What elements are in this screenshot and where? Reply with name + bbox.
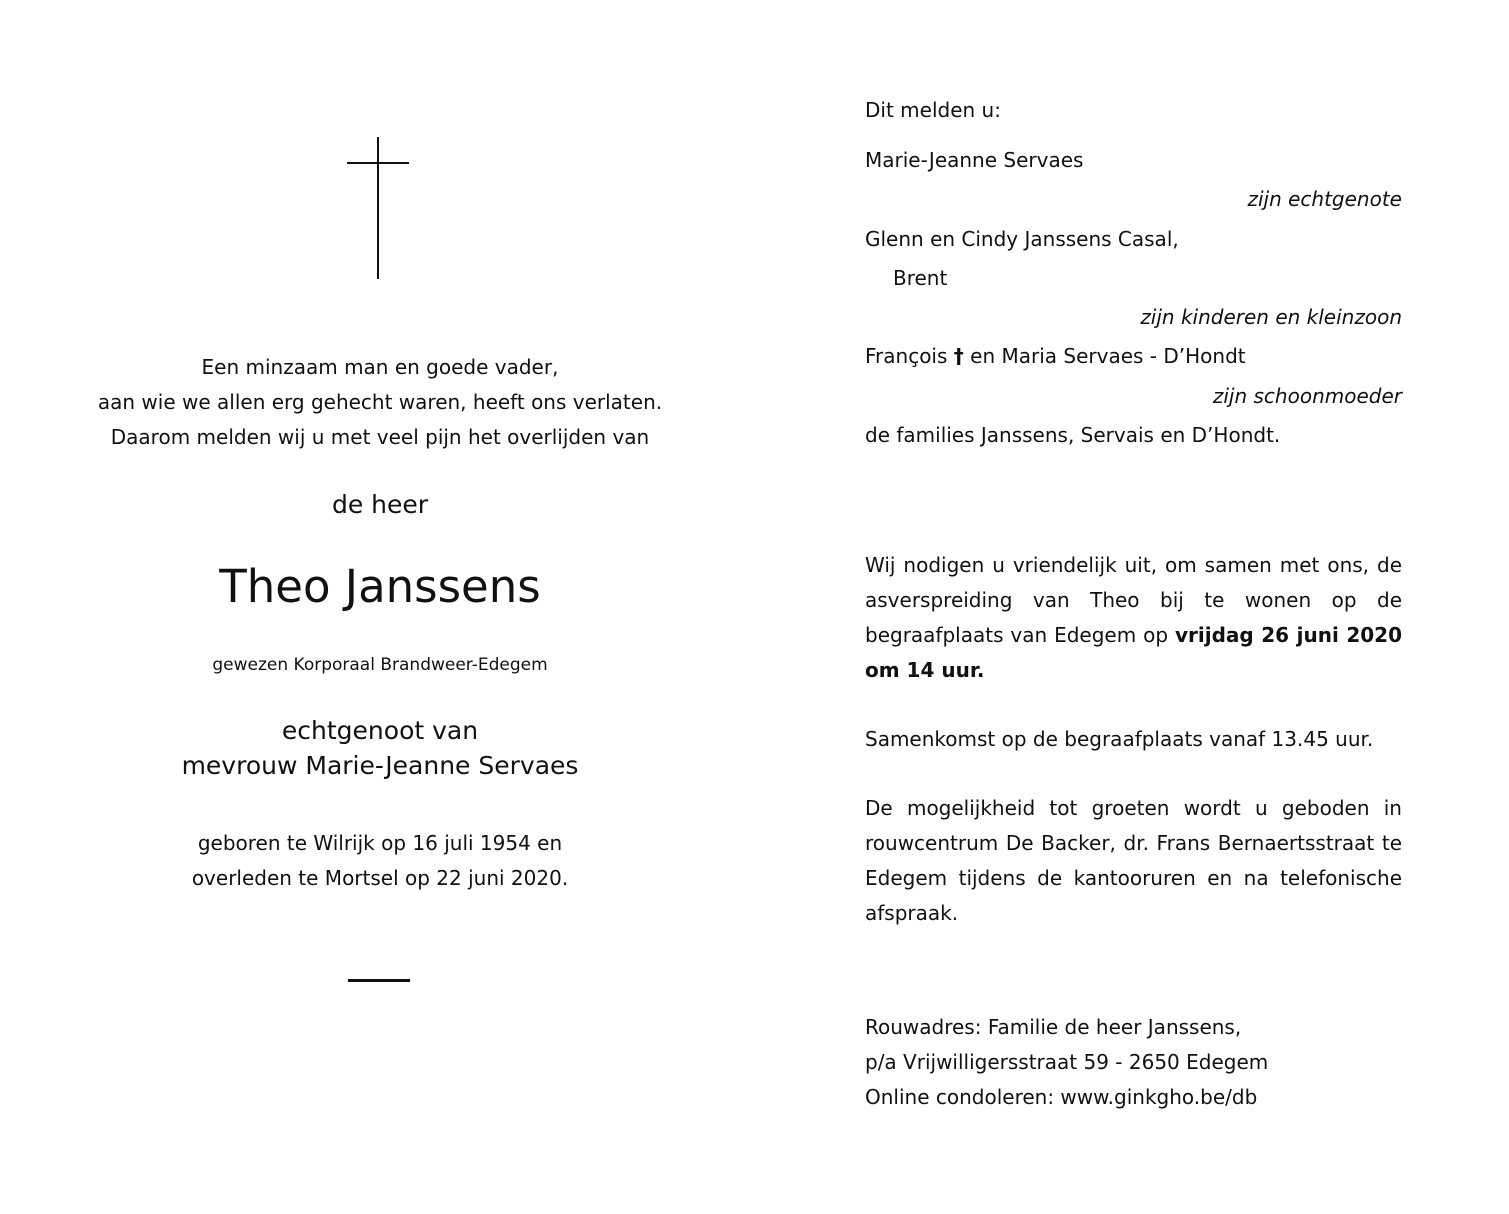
cross-icon-vertical — [377, 137, 379, 279]
inlaw-name-part1: François — [865, 344, 948, 368]
intro-line: aan wie we allen erg gehecht waren, heeft ons verlaten. — [97, 390, 663, 414]
invitation-paragraph — [865, 548, 1402, 688]
deceased-name: Theo Janssens — [219, 560, 541, 613]
families-line: de families Janssens, Servais en D’Hondt. — [865, 423, 1281, 447]
children-relation: zijn kinderen en kleinzoon — [1140, 305, 1402, 329]
deceased-cross-icon: † — [953, 344, 964, 368]
end-divider — [348, 979, 410, 982]
address-line: p/a Vrijwilligersstraat 59 - 2650 Edegem — [865, 1050, 1269, 1074]
cross-icon-horizontal — [347, 162, 409, 164]
title-prefix: de heer — [331, 490, 429, 519]
children-names: Glenn en Cindy Janssens Casal, — [865, 227, 1179, 251]
died-line: overleden te Mortsel op 22 juni 2020. — [191, 866, 569, 890]
invitation-date: vrijdag 26 juni 2020 om 14 uur. — [865, 623, 1402, 682]
spouse-relation: zijn echtgenote — [1247, 187, 1402, 211]
spouse-line: echtgenoot van — [281, 716, 479, 745]
address-line: Rouwadres: Familie de heer Janssens, — [865, 1015, 1242, 1039]
announce-line: Dit melden u: — [865, 98, 1001, 122]
online-condolence: Online condoleren: www.ginkgho.be/db — [865, 1085, 1258, 1109]
grandchild-name: Brent — [893, 266, 948, 290]
invitation-text: Wij nodigen u vriendelijk uit, om samen met ons, de asverspreiding van Theo bij te wonen op de begraafplaats van Edegem op — [865, 553, 1402, 647]
intro-text — [60, 350, 700, 455]
inlaw-name-part2: en Maria Servaes - D’Hondt — [970, 344, 1246, 368]
spouse-name: Marie-Jeanne Servaes — [865, 148, 1084, 172]
gathering-text: Samenkomst op de begraafplaats vanaf 13.45 uur. — [865, 727, 1374, 751]
condolence-paragraph: De mogelijkheid tot groeten wordt u geboden in rouwcentrum De Backer, dr. Frans Bernaertsstraat te Edegem tijdens de kantooruren en na telefonische afspraak. — [865, 796, 1402, 925]
born-line: geboren te Wilrijk op 16 juli 1954 en — [197, 831, 563, 855]
intro-line: Een minzaam man en goede vader, — [201, 355, 559, 379]
intro-line: Daarom melden wij u met veel pijn het overlijden van — [110, 425, 650, 449]
inlaw-names — [865, 344, 1402, 368]
inlaw-relation: zijn schoonmoeder — [1212, 384, 1402, 408]
spouse-block — [60, 713, 700, 783]
left-panel — [60, 0, 700, 1214]
spouse-line: mevrouw Marie-Jeanne Servaes — [181, 751, 579, 780]
dates-block — [60, 826, 700, 896]
right-panel — [865, 0, 1402, 1214]
function-title: gewezen Korporaal Brandweer-Edegem — [212, 655, 548, 675]
